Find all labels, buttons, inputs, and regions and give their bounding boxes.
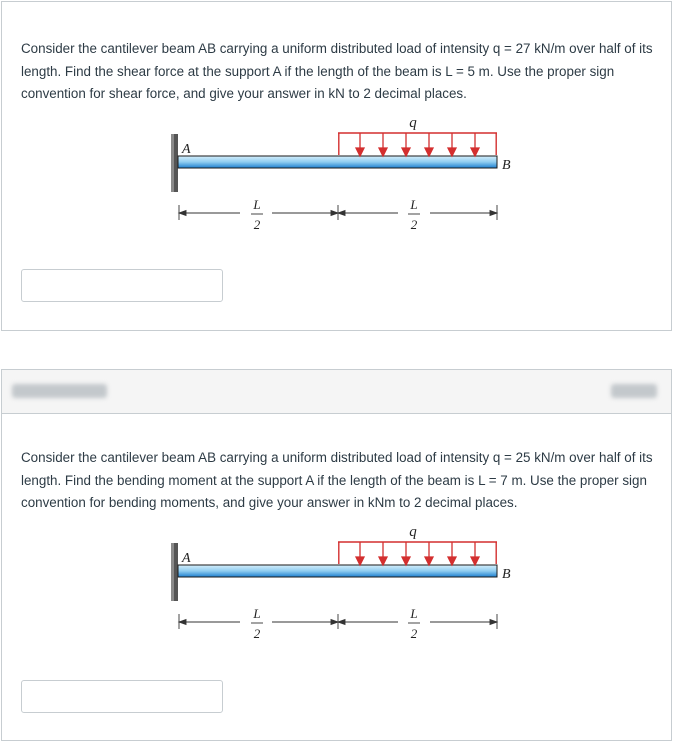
dim-left-denominator: 2 xyxy=(253,217,261,232)
distributed-load xyxy=(338,542,497,565)
beam xyxy=(178,565,497,577)
load-label: q xyxy=(409,524,417,540)
question-header xyxy=(2,370,671,414)
point-a-label: A xyxy=(182,142,191,157)
cantilever-beam-diagram xyxy=(162,112,522,237)
answer-input[interactable] xyxy=(21,680,223,713)
answer-input[interactable] xyxy=(21,269,223,302)
question-card-2 xyxy=(1,369,672,741)
point-a-label: A xyxy=(182,551,191,566)
dim-left-numerator: L xyxy=(253,606,261,621)
point-b-label: B xyxy=(502,567,511,582)
load-label: q xyxy=(409,115,417,131)
point-b-label: B xyxy=(502,158,511,173)
dim-left-denominator: 2 xyxy=(253,626,261,641)
question-number-redacted xyxy=(12,384,107,398)
question-text: Consider the cantilever beam AB carrying a uniform distributed load of intensity q = 25 kN/m over half of its length. Find the bending moment at the support A if the length of the beam is L = 7 m. Use the proper sign convention for bending moments, and give your answer in kNm to 2 decimal places. xyxy=(21,450,653,510)
distributed-load xyxy=(338,133,497,156)
dimension-lines xyxy=(179,205,497,220)
beam xyxy=(178,156,497,168)
points-redacted xyxy=(611,384,657,398)
dimension-lines xyxy=(179,614,497,629)
question-card-1 xyxy=(1,1,672,331)
dim-left-numerator: L xyxy=(253,197,261,212)
dim-right-denominator: 2 xyxy=(410,626,418,641)
dim-right-denominator: 2 xyxy=(410,217,418,232)
cantilever-beam-diagram xyxy=(162,521,522,646)
dim-right-numerator: L xyxy=(410,197,418,212)
question-text: Consider the cantilever beam AB carrying a uniform distributed load of intensity q = 27 kN/m over half of its length. Find the shear force at the support A if the length of the beam is L = 5 m. Use the proper sign convention for shear force, and give your answer in kN to 2 decimal places. xyxy=(21,41,653,101)
dim-right-numerator: L xyxy=(410,606,418,621)
